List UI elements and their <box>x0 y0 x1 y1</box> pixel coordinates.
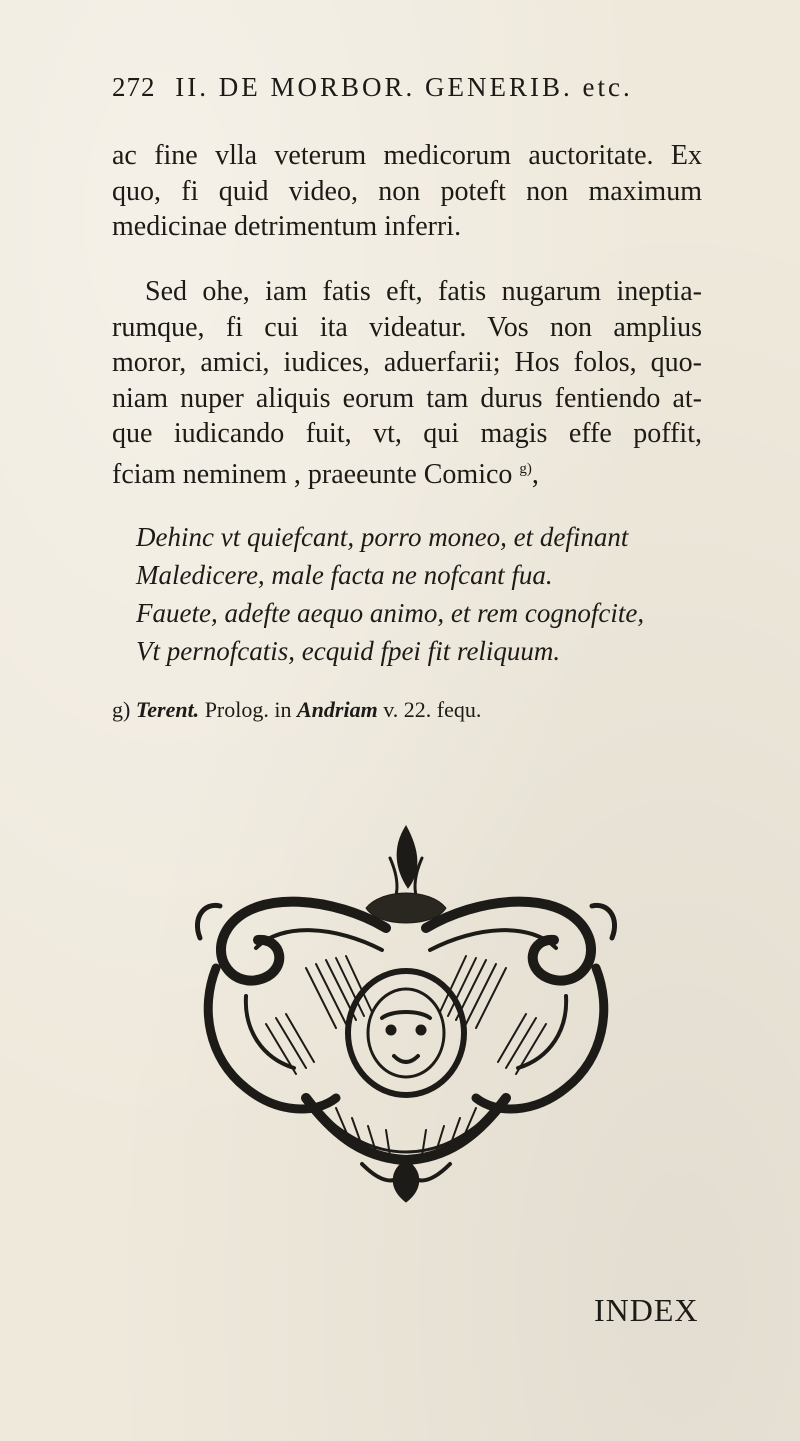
page-number: 272 <box>112 72 156 102</box>
note-marker: g) <box>519 460 532 477</box>
foliate-scroll-ornament-icon <box>186 818 626 1208</box>
verse-line: Fauete, adefte aequo animo, et rem cognofcite, <box>136 598 645 628</box>
text-line: ac fine vlla veterum medicorum auctoritate. Ex <box>112 140 702 171</box>
text-line: Sed ohe, iam fatis eft, fatis nugarum ineptia- <box>145 276 702 307</box>
text-line: fciam neminem , praeeunte Comico <box>112 458 513 490</box>
footnote <box>112 697 481 723</box>
verse-line: Vt pernofcatis, ecquid fpei fit reliquum. <box>136 636 561 666</box>
catchword: INDEX <box>594 1292 699 1328</box>
verse-line: Dehinc vt quiefcant, porro moneo, et definant <box>136 522 629 552</box>
paragraph-1 <box>112 138 702 245</box>
text-line-with-note: fciam neminem , praeeunte Comico $^{g)}$, <box>112 458 539 490</box>
paragraph-2 <box>112 274 702 492</box>
text-line: medicinae detrimentum inferri. <box>112 211 462 242</box>
text-line: moror, amici, iudices, aduerfarii; Hos folos, quo- <box>112 347 702 378</box>
footnote-marker: g) <box>112 697 131 722</box>
running-title: II. DE MORBOR. GENERIB. etc. <box>175 72 633 102</box>
text-line: niam nuper aliquis eorum tam durus fentiendo at- <box>112 382 702 414</box>
text-line: rumque, fi cui ita videatur. Vos non amplius <box>112 311 702 343</box>
verse-line: Maledicere, male facta ne nofcant fua. <box>136 560 553 590</box>
footnote-work: Andriam <box>296 697 378 722</box>
footnote-reference: v. 22. fequ. <box>383 697 482 722</box>
text-line: que iudicando fuit, vt, qui magis effe poffit, <box>112 418 702 449</box>
footnote-author: Terent. <box>135 697 200 722</box>
text-line: quo, fi quid video, non poteft non maximum <box>112 175 702 207</box>
footnote-text: Prolog. in <box>204 697 292 722</box>
verse-quotation <box>136 518 716 670</box>
running-head <box>112 72 633 103</box>
